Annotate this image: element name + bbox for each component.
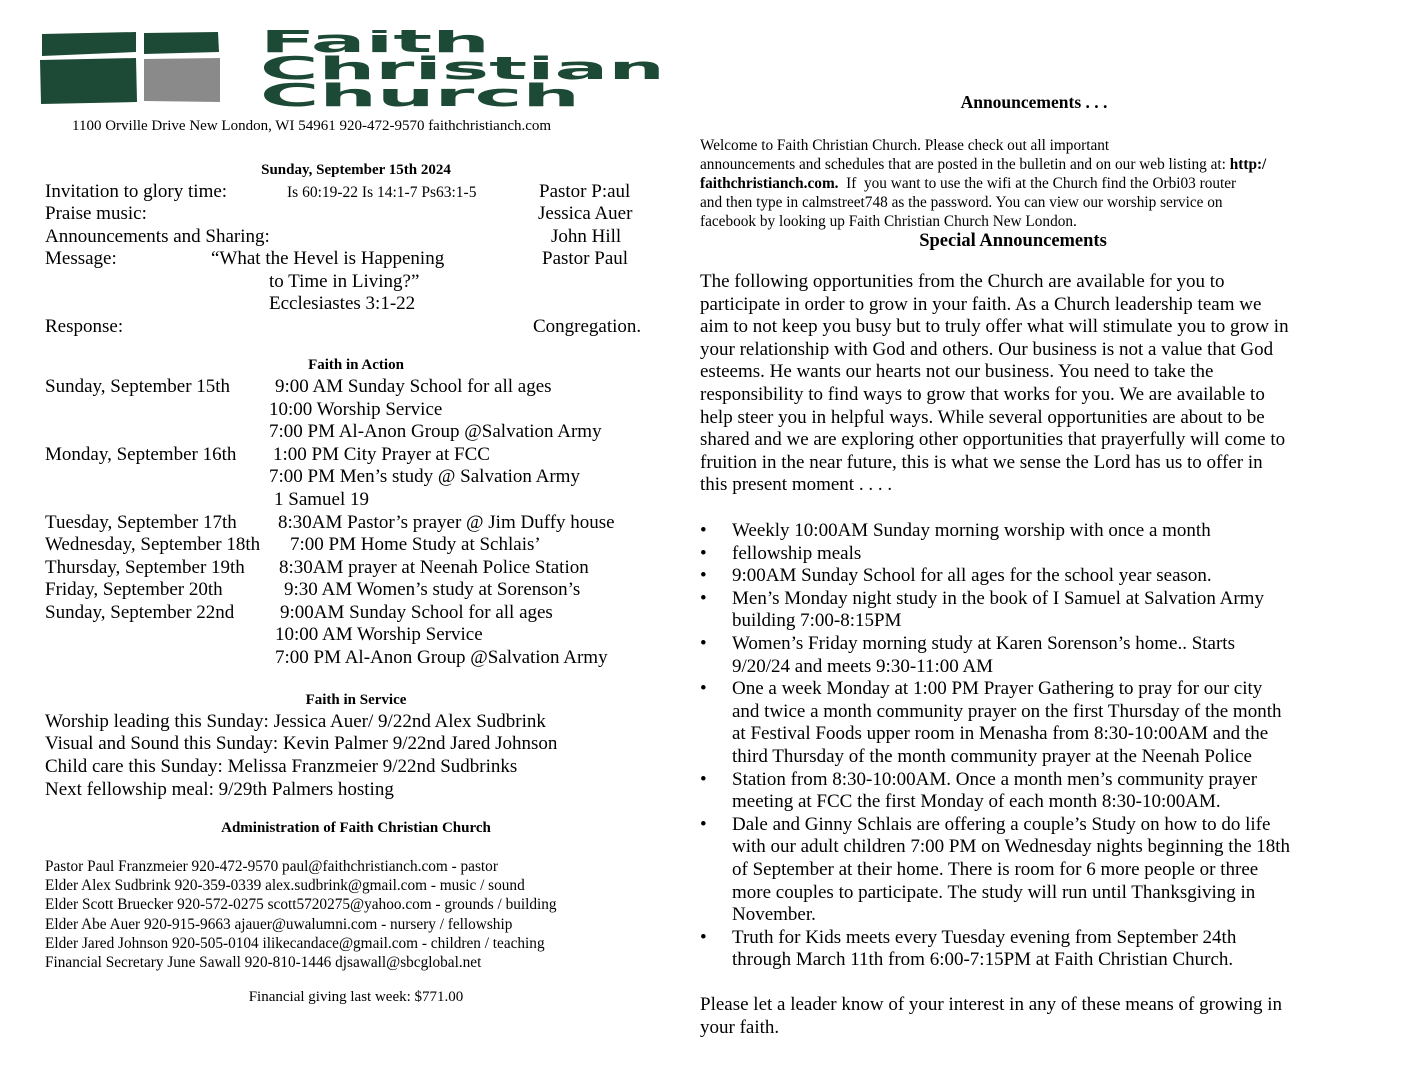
service-label: Announcements and Sharing: xyxy=(45,226,270,247)
service-label: Message: xyxy=(45,248,117,269)
intro-line: your relationship with God and others. Our business is not a value that God xyxy=(700,338,1274,360)
church-logo xyxy=(40,30,670,108)
schedule-event: 9:00 AM Sunday School for all ages xyxy=(275,376,552,397)
logo-graphic xyxy=(40,30,670,108)
list-item: • fellowship meals xyxy=(700,543,1368,566)
schedule-day: Sunday, September 15th xyxy=(45,376,231,397)
intro-line: The following opportunities from the Church are available for you to xyxy=(700,271,1225,292)
contact-line: Elder Jared Johnson 920-505-0104 ilikecandace@gmail.com - children / teaching xyxy=(45,934,545,952)
contact-line: Pastor Paul Franzmeier 920-472-9570 paul@faithchristianch.com - pastor xyxy=(45,858,498,875)
list-item: • Men’s Monday night study in the book of I Samuel at Salvation Army building 7:00-8:15PM xyxy=(700,588,1368,633)
contact-line: Elder Scott Bruecker 920-572-0275 scott5720275@yahoo.com - grounds / building xyxy=(45,896,557,914)
list-item: • Women’s Friday morning study at Karen Sorenson’s home.. Starts 9/20/24 and meets 9:30-11:00 AM xyxy=(700,633,1368,678)
service-leader: Pastor P:aul xyxy=(539,181,631,202)
welcome-paragraph xyxy=(700,136,1368,231)
list-item: • Weekly 10:00AM Sunday morning worship with once a month xyxy=(700,520,1368,543)
schedule-day: Monday, September 16th xyxy=(45,444,237,465)
intro-line: aim to not keep you busy but to truly offer what will stimulate you to grow in xyxy=(700,316,1289,338)
list-item: • One a week Monday at 1:00 PM Prayer Gathering to pray for our city and twice a month community prayer on the first Thursday of the month at Festival Foods upper room in Menasha from 8:30-10:00AM and the third Thursday of the month community prayer at the Neenah Police xyxy=(700,678,1368,768)
list-item: • Dale and Ginny Schlais are offering a couple’s Study on how to do life with our adult children 7:00 PM on Wednesday nights beginning the 18th of September at their home. There is room for 6 more people or three more couples to participate. The study will run until Thanksgiving in November. xyxy=(700,814,1368,927)
intro-line: shared and we are exploring other opportunities that prayerfully will come to xyxy=(700,429,1286,451)
service-label: Invitation to glory time: xyxy=(45,181,228,202)
welcome-line: facebook by looking up Faith Christian Church New London. xyxy=(700,213,1077,230)
administration-contacts xyxy=(45,857,557,972)
welcome-line xyxy=(700,174,1368,193)
website-link[interactable]: http:/ xyxy=(1229,156,1267,173)
closing-line: Please let a leader know of your interest in any of these means of growing in xyxy=(700,994,1282,1015)
welcome-line-text: announcements and schedules that are posted in the bulletin and on our web listing at: xyxy=(700,156,1230,173)
service-leader: Jessica Auer xyxy=(538,203,633,224)
schedule-event: 8:30AM prayer at Neenah Police Station xyxy=(279,557,589,578)
intro-paragraph xyxy=(700,271,1368,497)
message-title: to Time in Living?” xyxy=(269,271,420,292)
intro-line: responsibility to find ways to grow that works for you. We are available to xyxy=(700,383,1265,405)
church-address: 1100 Orville Drive New London, WI 54961 920-472-9570 faithchristianch.com xyxy=(72,118,552,134)
service-label: Praise music: xyxy=(45,203,147,224)
closing-paragraph xyxy=(700,994,1368,1039)
schedule-event: 8:30AM Pastor’s prayer @ Jim Duffy house xyxy=(278,512,615,533)
welcome-line xyxy=(700,155,1368,174)
faith-in-action-title: Faith in Action xyxy=(308,357,404,373)
contact-line: Elder Abe Auer 920-915-9663 ajauer@uwalumni.com - nursery / fellowship xyxy=(45,915,513,933)
schedule-event: 7:00 PM Men’s study @ Salvation Army xyxy=(269,466,580,487)
service-assignment: Next fellowship meal: 9/29th Palmers hosting xyxy=(45,779,394,800)
special-announcements-title: Special Announcements xyxy=(919,231,1107,251)
logo-word-christian: Christian xyxy=(260,51,665,87)
message-scripture: Ecclesiastes 3:1-22 xyxy=(269,293,416,314)
website-link[interactable]: faithchristianch.com. xyxy=(700,175,839,192)
intro-line: esteems. He wants our hearts not our business. You need to take the xyxy=(700,361,1214,383)
service-scripture: Is 60:19-22 Is 14:1-7 Ps63:1-5 xyxy=(287,184,477,201)
welcome-line-text: If you want to use the wifi at the Church find the Orbi03 router xyxy=(838,175,1237,192)
service-leader: Pastor Paul xyxy=(542,248,629,269)
schedule-event: 7:00 PM Al-Anon Group @Salvation Army xyxy=(269,421,602,442)
schedule-day: Tuesday, September 17th xyxy=(45,512,237,533)
welcome-line: Welcome to Faith Christian Church. Please check out all important xyxy=(700,137,1110,154)
service-label: Response: xyxy=(45,316,124,337)
list-item: • 9:00AM Sunday School for all ages for the school year season. xyxy=(700,565,1368,588)
schedule-day: Thursday, September 19th xyxy=(45,557,245,578)
list-item: • Truth for Kids meets every Tuesday evening from September 24th through March 11th from 6:00-7:15PM at Faith Christian Church. xyxy=(700,927,1368,972)
schedule-event: 9:30 AM Women’s study at Sorenson’s xyxy=(284,579,581,600)
schedule-day: Sunday, September 22nd xyxy=(45,602,235,623)
intro-line: participate in order to grow in your faith. As a Church leadership team we xyxy=(700,293,1262,315)
schedule-event: 7:00 PM Home Study at Schlais’ xyxy=(290,534,541,555)
service-leader: John Hill xyxy=(551,226,622,247)
logo-word-faith: Faith xyxy=(260,30,490,60)
message-title: “What the Hevel is Happening xyxy=(211,248,445,269)
announcements-title: Announcements . . . xyxy=(960,92,1108,112)
service-assignment: Visual and Sound this Sunday: Kevin Palmer 9/22nd Jared Johnson xyxy=(45,733,558,754)
contact-line: Financial Secretary June Sawall 920-810-1446 djsawall@sbcglobal.net xyxy=(45,954,482,972)
contact-line: Elder Alex Sudbrink 920-359-0339 alex.sudbrink@gmail.com - music / sound xyxy=(45,877,525,895)
administration-title: Administration of Faith Christian Church xyxy=(221,820,491,836)
schedule-event: 10:00 AM Worship Service xyxy=(275,624,483,645)
list-item: • Station from 8:30-10:00AM. Once a month men’s community prayer meeting at FCC the first Monday of each month 8:30-10:00AM. xyxy=(700,769,1368,814)
opportunities-list xyxy=(700,520,1368,972)
service-assignment: Child care this Sunday: Melissa Franzmeier 9/22nd Sudbrinks xyxy=(45,756,518,777)
schedule-event: 9:00AM Sunday School for all ages xyxy=(280,602,553,623)
closing-line: your faith. xyxy=(700,1016,780,1038)
service-leader: Congregation. xyxy=(533,316,642,337)
schedule-event: 1 Samuel 19 xyxy=(274,489,369,510)
faith-in-service-title: Faith in Service xyxy=(305,692,407,708)
schedule-event: 7:00 PM Al-Anon Group @Salvation Army xyxy=(275,647,608,668)
schedule-event: 10:00 Worship Service xyxy=(269,399,443,420)
schedule-day: Wednesday, September 18th xyxy=(45,534,261,555)
schedule-day: Friday, September 20th xyxy=(45,579,223,600)
intro-line: this present moment . . . . xyxy=(700,474,893,496)
service-date: Sunday, September 15th 2024 xyxy=(261,162,451,178)
financial-giving: Financial giving last week: $771.00 xyxy=(248,989,464,1005)
intro-line: fruition in the near future, this is what we sense the Lord has us to offer in xyxy=(700,451,1263,473)
schedule-event: 1:00 PM City Prayer at FCC xyxy=(273,444,490,465)
service-assignment: Worship leading this Sunday: Jessica Auer/ 9/22nd Alex Sudbrink xyxy=(45,711,546,732)
logo-word-church: Church xyxy=(260,78,580,108)
welcome-line: and then type in calmstreet748 as the password. You can view our worship service on xyxy=(700,194,1223,211)
intro-line: help steer you in helpful ways. While several opportunities are about to be xyxy=(700,406,1265,428)
